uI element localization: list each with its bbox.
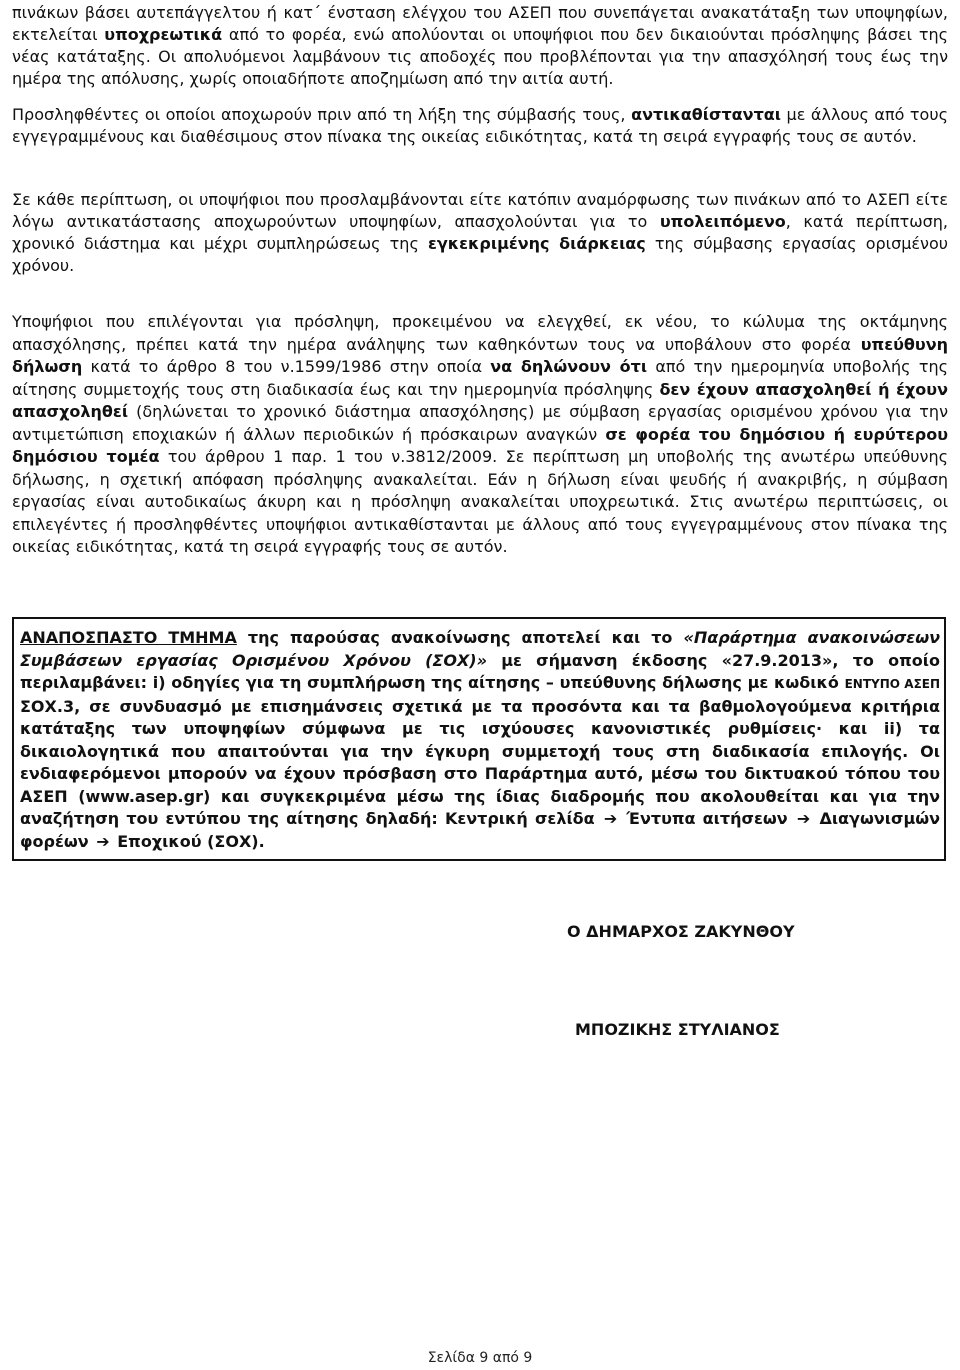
- path-step-competitions: Διαγωνισμών φορέων: [20, 809, 941, 851]
- paragraph-declaration: Υποψήφιοι που επιλέγονται για πρόσληψη, προκειμένου να ελεγχθεί, εκ νέου, το κώλυμα της οκτάμηνης απασχόλησης, πρέπει κατά την ημέρα ανάληψης των καθηκόντων τους να υποβάλουν στο φορέα υπεύθυνη δήλωση κατά το άρθρο 8 του ν.1599/1986 στην οποία να δηλώνουν ότι από την ημερομηνία υποβολής της αίτησης συμμετοχής τους στη διαδικασία έως και την ημερομηνία πρόσληψης δεν έχουν απασχοληθεί ή έχουν απασχοληθεί (δηλώνεται το χρονικό διάστημα απασχόλησης) με σύμβαση εργασίας ορισμένου χρόνου για την αντιμετώπιση εποχιακών ή άλλων περιοδικών ή πρόσκαιρων αναγκών σε φορέα του δημόσιου ή ευρύτερου δημόσιου τομέα του άρθρου 1 παρ. 1 του ν.3812/2009. Σε περίπτωση μη υποβολής της ανωτέρω υπεύθυνης δήλωσης, η σχετική απόφαση πρόσληψης ανακαλείται. Εάν η δήλωση είναι ψευδής ή ανακριβής, η σύμβαση εργασίας είναι αυτοδικαίως άκυρη και η πρόσληψη ανακαλείται υποχρεωτικά. Στις ανωτέρω περιπτώσεις, οι επιλεγέντες ή προσληφθέντες υποψήφιοι αντικαθίστανται με άλλους από τους εγγεγραμμένους στον πίνακα της οικείας ειδικότητας, κατά τη σειρά εγγραφής τους σε αυτόν.: [12, 312, 948, 556]
- path-step-forms: Έντυπα αιτήσεων: [626, 809, 788, 828]
- paragraph-remaining-duration: Σε κάθε περίπτωση, οι υποψήφιοι που προσλαμβάνονται είτε κατόπιν αναμόρφωσης των πινάκων από το ΑΣΕΠ είτε λόγω αντικατάστασης αποχωρούντων υποψηφίων, απασχολούνται για το υπολειπόμενο, κατά περίπτωση, χρονικό διάστημα και μέχρι συμπληρώσεως της εγκεκριμένης διάρκειας της σύμβασης εργασίας ορισμένου χρόνου.: [12, 190, 949, 275]
- arrow-right-icon: ➔: [96, 831, 110, 851]
- paragraph-reranking: πινάκων βάσει αυτεπάγγελτου ή κατ΄ ένσταση ελέγχου του ΑΣΕΠ που συνεπάγεται ανακατάταξη των υποψηφίων, εκτελείται υποχρεωτικά από το φορέα, ενώ απολύονται οι υποψήφιοι που δεν δικαιούνται πρόσληψης βάσει της νέας κατάταξης. Οι απολυόμενοι λαμβάνουν τις αποδοχές που προβλέπονται για την απασχόλησή τους έως την ημέρα της απόλυσης, χωρίς οποιαδήποτε αποζημίωση από την αιτία αυτή.: [12, 3, 948, 88]
- path-step-home: Κεντρική σελίδα: [444, 809, 595, 828]
- detachable-section-box: [12, 617, 946, 861]
- signature-title: Ο ΔΗΜΑΡΧΟΣ ΖΑΚΥΝΘΟΥ: [567, 922, 795, 941]
- path-step-seasonal: Εποχικού (ΣΟΧ).: [117, 831, 265, 851]
- paragraph-replacement: Προσληφθέντες οι οποίοι αποχωρούν πριν από τη λήξη της σύμβασής τους, αντικαθίστανται με άλλους από τους εγγεγραμμένους και διαθέσιμους στον πίνακα της οικείας ειδικότητας, κατά τη σειρά εγγραφής τους σε αυτόν.: [12, 105, 948, 146]
- page-number: Σελίδα 9 από 9: [427, 1350, 533, 1366]
- arrow-right-icon: ➔: [603, 809, 618, 828]
- arrow-right-icon: ➔: [796, 809, 811, 828]
- signature-name: ΜΠΟΖΙΚΗΣ ΣΤΥΛΙΑΝΟΣ: [575, 1020, 780, 1039]
- detachable-section-text: ΑΝΑΠΟΣΠΑΣΤΟ ΤΜΗΜΑ της παρούσας ανακοίνωσης αποτελεί και το «Παράρτημα ανακοινώσεων Συμβάσεων εργασίας Ορισμένου Χρόνου (ΣΟΧ)» με σήμανση έκδοσης «27.9.2013», το οποίο περιλαμβάνει: i) οδηγίες για τη συμπλήρωση της αίτησης – υπεύθυνης δήλωσης με κωδικό ΕΝΤΥΠΟ ΑΣΕΠ ΣΟΧ.3, σε συνδυασμό με επισημάνσεις σχετικά με τα προσόντα και τα βαθμολογούμενα κριτήρια κατάταξης των υποψηφίων σύμφωνα με τις ισχύουσες κανονιστικές ρυθμίσεις· και ii) τα δικαιολογητικά που απαιτούνται για την έγκυρη συμμετοχή τους στη διαδικασία επιλογής. Οι ενδιαφερόμενοι μπορούν να έχουν πρόσβαση στο Παράρτημα αυτό, μέσω του δικτυακού τόπου του ΑΣΕΠ (www.asep.gr) και συγκεκριμένα μέσω της ίδιας διαδρομής που ακολουθείται και για την αναζήτηση του εντύπου της αίτησης δηλαδή: Κεντρική σελίδα ➔ Έντυπα αιτήσεων ➔ Διαγωνισμών φορέων ➔ Εποχικού (ΣΟΧ).: [20, 627, 940, 853]
